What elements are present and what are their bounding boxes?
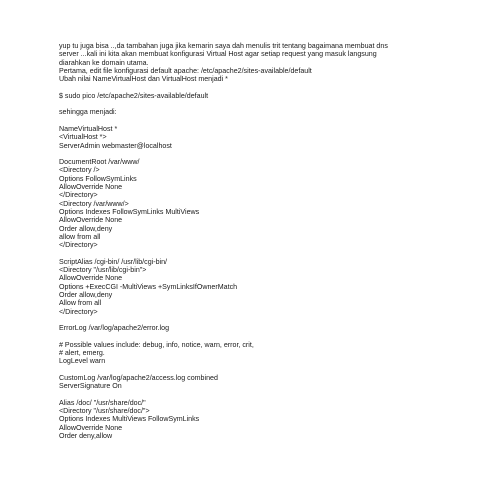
blank-line [59,117,459,125]
text-line: LogLevel warn [59,357,106,366]
text-line: Options Indexes MultiViews FollowSymLinks [59,415,200,424]
text-line: Pertama, edit file konfigurasi default apache: /etc/apache2/sites-available/default [59,66,312,75]
text-line: AllowOverride None [59,183,123,192]
text-line: </Directory> [59,191,98,200]
blank-line [59,83,459,91]
text-line: ServerAdmin webmaster@localhost [59,141,172,150]
blank-line [59,390,459,398]
text-line: CustomLog /var/log/apache2/access.log combined [59,373,218,382]
blank-line [59,332,459,340]
text-line: server ...kali ini kita akan membuat konfigurasi Virtual Host agar setiap request yang masuk langsung [59,50,377,59]
text-line: Alias /doc/ "/usr/share/doc/" [59,398,146,407]
text-line: Order allow,deny [59,290,113,299]
document-body [59,42,459,440]
text-line: Options FollowSymLinks [59,174,137,183]
text-line: Ubah nilai NameVirtualHost dan VirtualHost menjadi * [59,75,228,84]
blank-line [59,100,459,108]
text-line: DocumentRoot /var/www/ [59,158,140,167]
text-line: ServerSignature On [59,382,122,391]
text-line: <Directory /> [59,166,100,175]
text-line: sehingga menjadi: [59,108,117,117]
text-line: AllowOverride None [59,423,123,432]
text-line: Order allow,deny [59,224,113,233]
text-line: # alert, emerg. [59,348,105,357]
blank-line [59,366,459,374]
text-line: NameVirtualHost * [59,124,118,133]
text-line: allow from all [59,232,101,241]
text-line: # Possible values include: debug, info, notice, warn, error, crit, [59,340,254,349]
text-line: diarahkan ke domain utama. [59,58,149,67]
text-line: </Directory> [59,307,98,316]
text-line: $ sudo pico /etc/apache2/sites-available/default [59,91,209,100]
text-line: Order deny,allow [59,431,113,440]
blank-line [59,316,459,324]
text-line: AllowOverride None [59,216,123,225]
text-line: ErrorLog /var/log/apache2/error.log [59,324,170,333]
text-line: <VirtualHost *> [59,133,107,142]
text-line: Options Indexes FollowSymLinks MultiViews [59,207,200,216]
text-line: </Directory> [59,241,98,250]
blank-line [59,249,459,257]
text-line: <Directory /var/www/> [59,199,129,208]
text-line: Options +ExecCGI -MultiViews +SymLinksIfOwnerMatch [59,282,238,291]
text-line: Allow from all [59,299,102,308]
text-line: <Directory "/usr/lib/cgi-bin"> [59,266,147,275]
blank-line [59,150,459,158]
text-line: yup tu juga bisa ..,da tambahan juga jika kemarin saya dah menulis trit tentang bagaimana membuat dns [59,42,388,50]
text-line: ScriptAlias /cgi-bin/ /usr/lib/cgi-bin/ [59,257,168,266]
text-line: <Directory "/usr/share/doc/"> [59,407,150,416]
text-line: AllowOverride None [59,274,123,283]
